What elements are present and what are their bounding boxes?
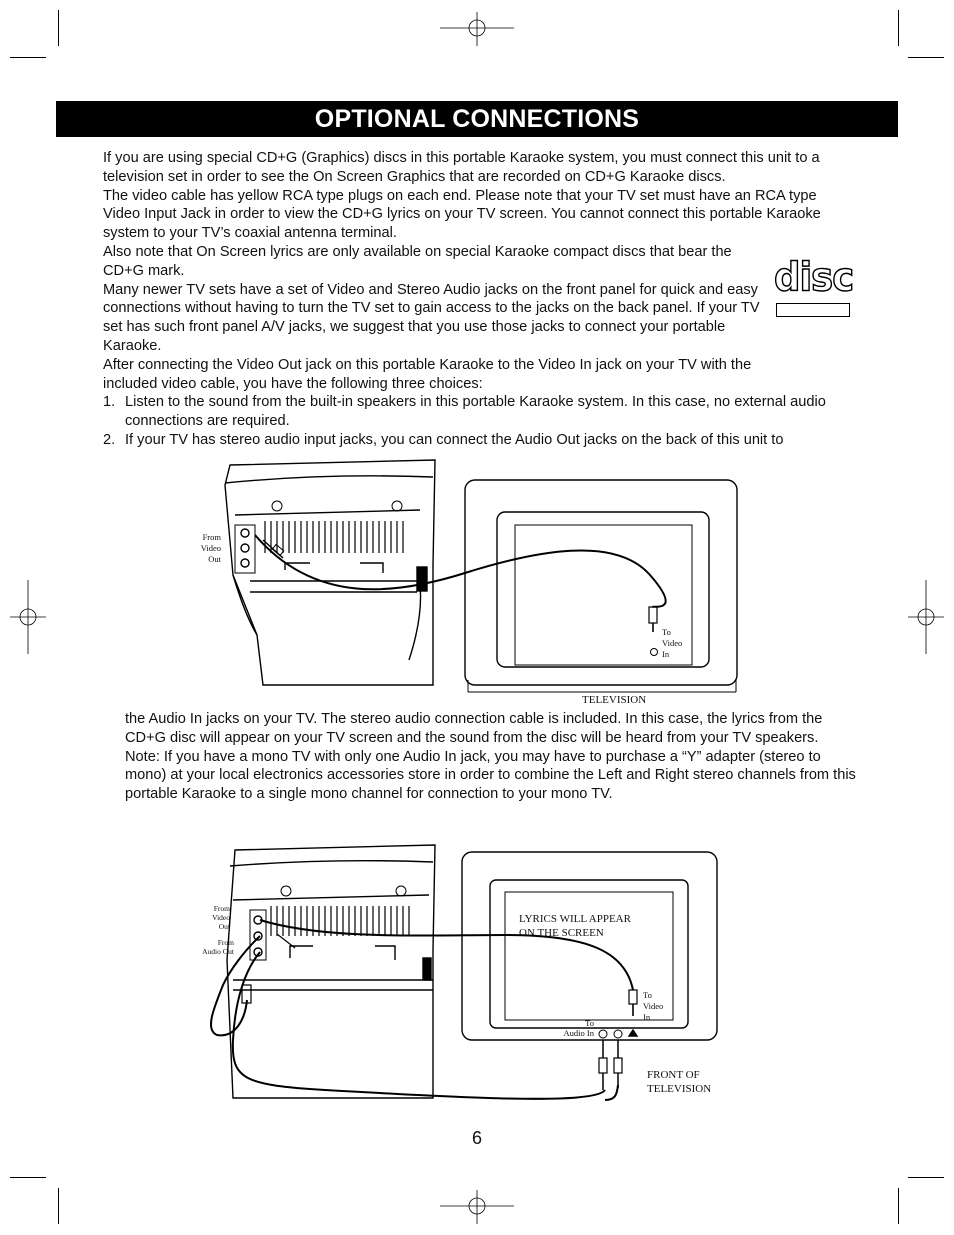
list-item-text: Listen to the sound from the built-in speakers in this portable Karaoke system. In this case, no external audio connections are required. — [125, 394, 826, 430]
page-title: OPTIONAL CONNECTIONS — [56, 101, 898, 137]
intro-paragraph-3: Also note that On Screen lyrics are only available on special Karaoke compact discs that bear the CD+G mark. — [103, 243, 732, 279]
page-number: 6 — [471, 1128, 482, 1148]
continuation-text — [125, 710, 857, 804]
list-number: 2. — [103, 431, 116, 448]
television-label: TELEVISION — [582, 694, 647, 706]
intro-paragraph-2: The video cable has yellow RCA type plugs on each end. Please note that your TV set must have an RCA type Video Input Jack in order to view the CD+G lyrics on your TV screen. You cannot connect this portable Karaoke system to your TV’s coaxial antenna terminal. — [103, 187, 821, 242]
karaoke-unit-outline — [225, 460, 435, 685]
to-audio-in-label: To Audio In — [563, 1018, 594, 1038]
intro-text — [103, 149, 853, 450]
list-item — [103, 393, 853, 431]
list-item-text: If your TV has stereo audio input jacks, you can connect the Audio Out jacks on the back of this unit to — [125, 431, 784, 448]
list-item — [103, 431, 853, 450]
karaoke-unit-outline — [227, 845, 435, 1098]
intro-paragraph-5: After connecting the Video Out jack on this portable Karaoke to the Video In jack on your TV with the included video cable, you have the following three choices: — [103, 356, 752, 392]
front-of-television-label: FRONT OF TELEVISION — [647, 1069, 712, 1095]
lyrics-label: LYRICS WILL APPEAR ON THE SCREEN — [519, 913, 631, 939]
mono-note: Note: If you have a mono TV with only one Audio In jack, you may have to purchase a “Y” adapter (stereo to mono) at your local electronics accessories store in order to combine the Left and Right stereo channels from this portable Karaoke to a single mono channel for connection to your mono TV. — [125, 748, 856, 803]
television-outline — [465, 480, 737, 685]
list-number: 1. — [103, 394, 116, 411]
fig2-from-video-out-label: From Video Out — [212, 904, 230, 931]
figure-video-connection — [195, 455, 755, 700]
video-cable — [255, 535, 666, 607]
list-item-2-continued: the Audio In jacks on your TV. The stereo audio connection cable is included. In this case, the lyrics from the CD+G disc will appear on your TV screen and the sound from the disc will be heard from your TV speakers. — [125, 711, 823, 746]
intro-paragraph-1: If you are using special CD+G (Graphics) discs in this portable Karaoke system, you must connect this unit to a television set in order to see the On Screen Graphics that are recorded on CD+G Karaoke discs. — [103, 150, 820, 185]
from-video-out-label: From Video Out — [200, 532, 221, 564]
disc-logo-word: disc — [774, 254, 854, 301]
disc-logo — [774, 254, 854, 318]
to-video-in-label: To Video In — [662, 627, 683, 659]
fig2-from-audio-out-label: From Audio Out — [202, 938, 234, 956]
fig2-to-video-in-label: To Video In — [643, 990, 664, 1022]
intro-paragraph-4: Many newer TV sets have a set of Video and Stereo Audio jacks on the front panel for quick and easy connections without having to turn the TV set to gain access to the jacks on the back panel. If your TV set has such front panel A/V jacks, we suggest that you use those jacks to connect your portable Karaoke. — [103, 281, 760, 354]
